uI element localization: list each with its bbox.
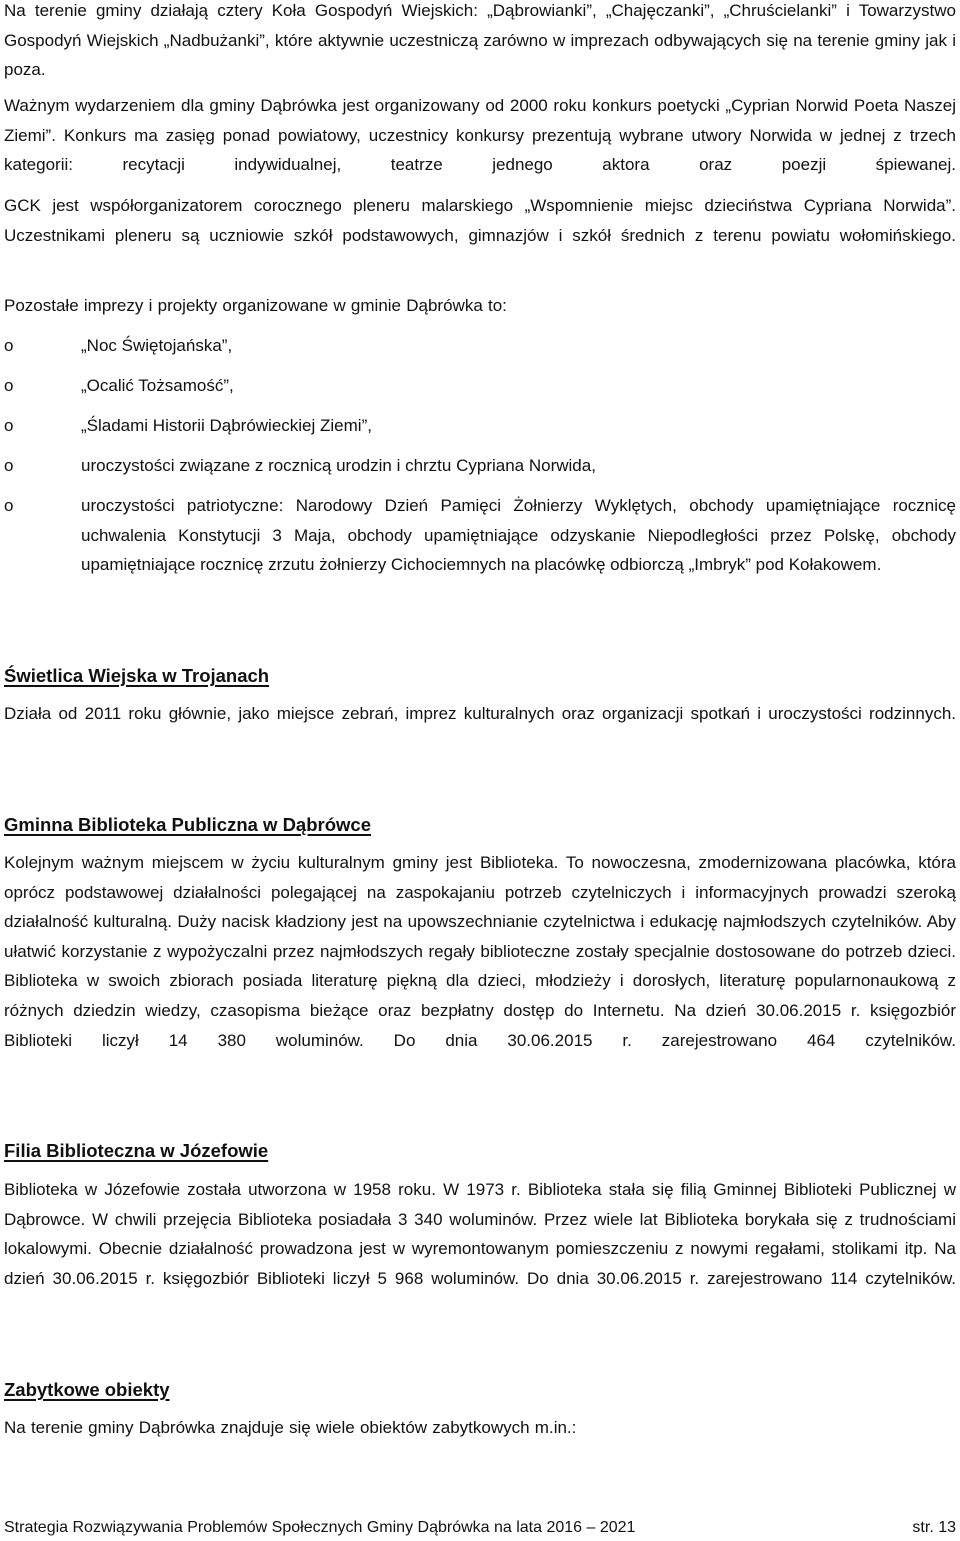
paragraph-biblioteka: Kolejnym ważnym miejscem w życiu kulturalnym gminy jest Biblioteka. To nowoczesna, zmodernizowana placówka, która oprócz podstawowej działalności polegającej na zaspokajaniu potrzeb czytelniczych i informacyjnych prowadzi szeroką działalność kulturalną. Duży nacisk kładziony jest na upowszechnianie czytelnictwa i edukację najmłodszych czytelników. Aby ułatwić korzystanie z wypożyczalni przez najmłodszych regały biblioteczne zostały specjalnie dostosowane do potrzeb dzieci. Biblioteka w swoich zbiorach posiada literaturę piękną dla dzieci, młodzieży i dorosłych, literaturę popularnonaukową z różnych dziedzin wiedzy, czasopisma bieżące oraz bezpłatny dostęp do Internetu. Na dzień 30.06.2015 r. księgozbiór Biblioteki liczył 14 380 woluminów. Do dnia 30.06.2015 r. zarejestrowano 464 czytelników.: [4, 853, 956, 1050]
list-item: [4, 451, 956, 481]
list-item-text: „Ocalić Tożsamość”,: [81, 375, 234, 395]
paragraph-filia: Biblioteka w Józefowie została utworzona w 1958 roku. W 1973 r. Biblioteka stała się filią Gminnej Biblioteki Publicznej w Dąbrowce. W chwili przejęcia Biblioteka posiadała 3 340 woluminów. Przez wiele lat Biblioteka borykała się z trudnościami lokalowymi. Obecnie działalność prowadzona jest w wyremontowanym pomieszczeniu z nowymi regałami, stolikami itp. Na dzień 30.06.2015 r. księgozbiór Biblioteki liczył 5 968 woluminów. Do dnia 30.06.2015 r. zarejestrowano 114 czytelników.: [4, 1180, 956, 1288]
paragraph-swietlica: Działa od 2011 roku głównie, jako miejsce zebrań, imprez kulturalnych oraz organizacji spotkań i uroczystości rodzinnych.: [4, 704, 956, 723]
bullet-marker: o: [4, 415, 14, 435]
paragraph-pozostale-imprezy: Pozostałe imprezy i projekty organizowane w gminie Dąbrówka to:: [4, 296, 507, 315]
bullet-marker: o: [4, 375, 14, 395]
paragraph-konkurs-poetycki: Ważnym wydarzeniem dla gminy Dąbrówka jest organizowany od 2000 roku konkurs poetycki „Cyprian Norwid Poeta Naszej Ziemi”. Konkurs ma zasięg ponad powiatowy, uczestnicy konkursy prezentują wybrane utwory Norwida w jednej z trzech kategorii: recytacji indywidualnej, teatrze jednego aktora oraz poezji śpiewanej.: [4, 96, 956, 175]
bullet-marker: o: [4, 495, 14, 515]
bullet-marker: o: [4, 455, 14, 475]
page-footer: [4, 1517, 956, 1539]
bullet-marker: o: [4, 336, 14, 355]
list-item-text: „Noc Świętojańska”,: [81, 336, 233, 355]
list-item-text: uroczystości patriotyczne: Narodowy Dzień Pamięci Żołnierzy Wyklętych, obchody upamiętniające rocznicę uchwalenia Konstytucji 3 Maja, obchody upamiętniające odzyskanie Niepodległości przez Polskę, obchody upamiętniające rocznicę zrzutu żołnierzy Cichociemnych na placówkę odbiorczą „Imbryk” pod Kołakowem.: [81, 495, 956, 575]
events-list: [4, 331, 956, 580]
footer-title: Strategia Rozwiązywania Problemów Społecznych Gminy Dąbrówka na lata 2016 – 2021: [4, 1519, 636, 1536]
list-item: [4, 491, 956, 580]
list-item: [4, 411, 956, 441]
list-item: [4, 331, 956, 361]
paragraph-plener-malarski: GCK jest współorganizatorem corocznego pleneru malarskiego „Wspomnienie miejsc dzieciństwa Cypriana Norwida”. Uczestnikami pleneru są uczniowie szkół podstawowych, gimnazjów i szkół średnich z terenu powiatu wołomińskiego.: [4, 196, 956, 245]
page-number: str. 13: [912, 1519, 956, 1536]
paragraph-kola-gospodyn: Na terenie gminy działają cztery Koła Gospodyń Wiejskich: „Dąbrowianki”, „Chajęczanki”, „Chruścielanki” i Towarzystwo Gospodyń Wiejskich „Nadbużanki”, które aktywnie uczestniczą zarówno w imprezach odbywających się na terenie gminy jak i poza.: [4, 1, 956, 80]
list-item-text: uroczystości związane z rocznicą urodzin i chrztu Cypriana Norwida,: [81, 455, 596, 475]
list-item: [4, 371, 956, 401]
paragraph-zabytki: Na terenie gminy Dąbrówka znajduje się wiele obiektów zabytkowych m.in.:: [4, 1418, 577, 1437]
heading-zabytki: Zabytkowe obiekty: [4, 1379, 170, 1400]
heading-filia: Filia Biblioteczna w Józefowie: [4, 1140, 269, 1161]
heading-swietlica: Świetlica Wiejska w Trojanach: [4, 665, 270, 686]
heading-biblioteka: Gminna Biblioteka Publiczna w Dąbrówce: [4, 814, 371, 835]
list-item-text: „Śladami Historii Dąbrówieckiej Ziemi”,: [81, 415, 372, 435]
